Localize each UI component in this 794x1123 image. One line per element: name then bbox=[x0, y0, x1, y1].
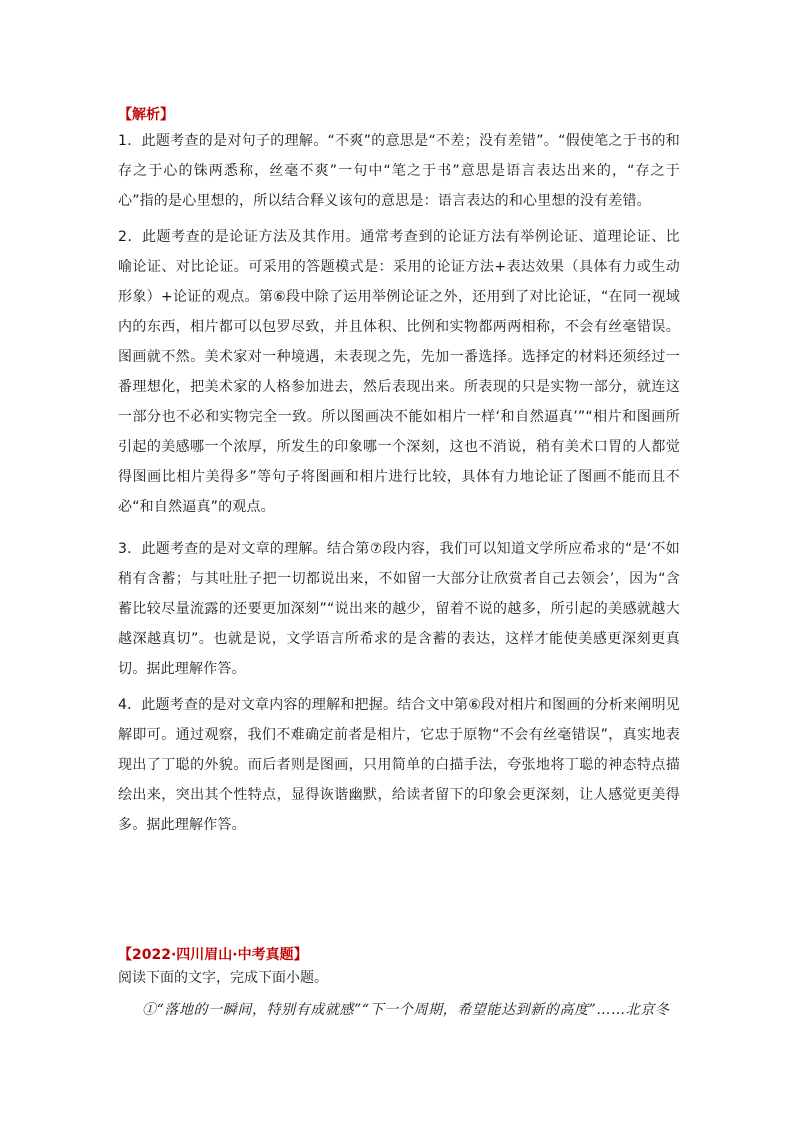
analysis-item-1: 1．此题考查的是对句子的理解。“不爽”的意思是“不差；没有差错”。“假使笔之于书的和存之于心的铢两悉称，丝毫不爽”一句中“笔之于书”意思是语言表达出来的，“存之于心”指的是心里想的，所以结合释义该句的意思是：语言表达的和心里想的没有差错。 bbox=[118, 133, 680, 209]
analysis-item-3: 3．此题考查的是对文章的理解。结合第⑦段内容，我们可以知道文学所应希求的“是‘不如稍有含蓄；与其吐肚子把一切都说出来，不如留一大部分让欣赏者自己去领会’，因为“含蓄比较尽量流露的还要更加深刻”“说出来的越少，留着不说的越多，所引起的美感就越大越深越真切”。也就是说，文学语言所希求的是含蓄的表达，这样才能使美感更深刻更真切。据此理解作答。 bbox=[118, 541, 680, 677]
question-source-tag: 【2022·四川眉山·中考真题】 bbox=[118, 947, 308, 963]
analysis-item-2: 2．此题考查的是论证方法及其作用。通常考查到的论证方法有举例论证、道理论证、比喻论证、对比论证。可采用的答题模式是：采用的论证方法+表达效果（具体有力或生动形象）+论证的观点。第⑥段中除了运用举例论证之外，还用到了对比论证，“在同一视域内的东西，相片都可以包罗尽致，并且体积、比例和实物都两两相称，不会有丝毫错误。图画就不然。美术家对一种境遇，未表现之先，先加一番选择。选择定的材料还须经过一番理想化，把美术家的人格参加进去，然后表现出来。所表现的只是实物一部分，就连这一部分也不必和实物完全一致。所以图画决不能如相片一样‘和自然逼真’”“相片和图画所引起的美感哪一个浓厚，所发生的印象哪一个深刻，这也不消说，稍有美术口胃的人都觉得图画比相片美得多”等句子将图画和相片进行比较，具体有力地论证了图画不能而且不必“和自然逼真”的观点。 bbox=[118, 229, 680, 515]
analysis-item-4: 4．此题考查的是对文章内容的理解和把握。结合文中第⑥段对相片和图画的分析来阐明见解即可。通过观察，我们不难确定前者是相片，它忠于原物“不会有丝毫错误”，真实地表现出了丁聪的外貌。而后者则是图画，只用简单的白描手法，夸张地将丁聪的神态特点描绘出来，突出其个性特点，显得诙谐幽默，给读者留下的印象会更深刻，让人感觉更美得多。据此理解作答。 bbox=[118, 697, 680, 833]
analysis-heading: 【解析】 bbox=[118, 107, 174, 123]
question-instruction: 阅读下面的文字，完成下面小题。 bbox=[118, 970, 328, 986]
excerpt-first-line: ①“落地的一瞬间，特别有成就感”“下一个周期，希望能达到新的高度”……北京冬 bbox=[142, 1002, 670, 1018]
